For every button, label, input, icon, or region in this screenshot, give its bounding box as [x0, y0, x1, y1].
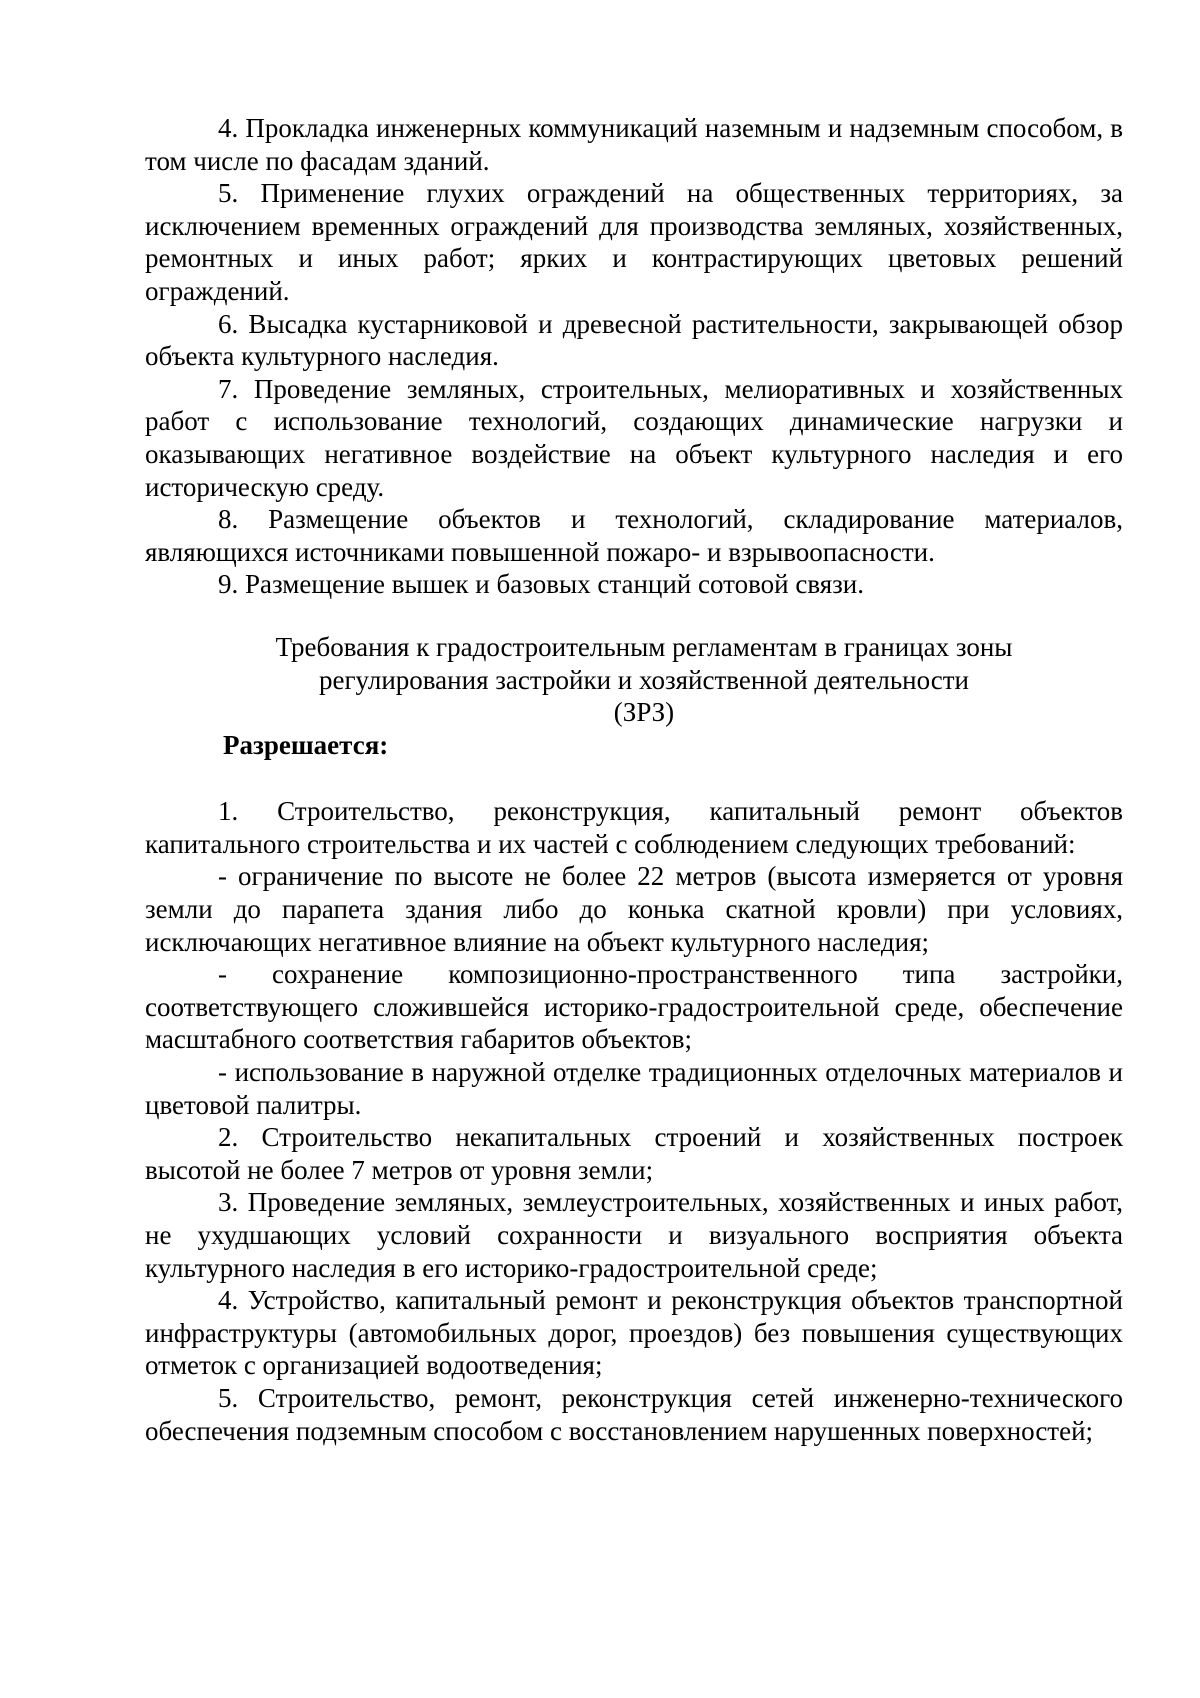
requirement-materials: - использование в наружной отделке традиционных отделочных материалов и цветовой палитры. — [145, 1057, 1123, 1120]
label-spacer — [145, 761, 1123, 795]
allowed-label: Разрешается: — [223, 729, 389, 760]
requirement-composition: - сохранение композиционно-пространственного типа застройки, соответствующего сложившейся историко-градостроительной среде, обеспечение масштабного соответствия габаритов объектов; — [145, 959, 1123, 1055]
prohibited-item-7: 7. Проведение земляных, строительных, мелиоративных и хозяйственных работ с использование технологий, создающих динамические нагрузки и оказывающих негативное воздействие на объект культурного наследия и его историческую среду. — [145, 373, 1123, 502]
heading-line-2: регулирования застройки и хозяйственной деятельности — [319, 664, 969, 695]
allowed-item-3: 3. Проведение земляных, землеустроительных, хозяйственных и иных работ, не ухудшающих условий сохранности и визуального восприятия объекта культурного наследия в его историко-градостроительной среде; — [145, 1187, 1123, 1283]
prohibited-item-8: 8. Размещение объектов и технологий, складирование материалов, являющихся источниками повышенной пожаро- и взрывоопасности. — [145, 504, 1123, 567]
allowed-item-5: 5. Строительство, ремонт, реконструкция сетей инженерно-технического обеспечения подземным способом с восстановлением нарушенных поверхностей; — [145, 1382, 1123, 1446]
allowed-item-1: 1. Строительство, реконструкция, капитальный ремонт объектов капитального строительства и их частей с соблюдением следующих требований: — [145, 796, 1123, 859]
prohibited-item-9: 9. Размещение вышек и базовых станций сотовой связи. — [218, 569, 864, 600]
heading-line-3: (ЗРЗ) — [613, 697, 675, 728]
requirement-height: - ограничение по высоте не более 22 метров (высота измеряется от уровня земли до парапета здания либо до конька скатной кровли) при условиях, исключающих негативное влияние на объект культурного наследия; — [145, 861, 1123, 957]
prohibited-item-4: 4. Прокладка инженерных коммуникаций наземным и надземным способом, в том числе по фасадам зданий. — [145, 113, 1123, 176]
allowed-item-4: 4. Устройство, капитальный ремонт и реконструкция объектов транспортной инфраструктуры (автомобильных дорог, проездов) без повышения существующих отметок с организацией водоотведения; — [145, 1285, 1123, 1381]
allowed-item-2: 2. Строительство некапитальных строений и хозяйственных построек высотой не более 7 метров от уровня земли; — [145, 1122, 1123, 1185]
prohibited-item-6: 6. Высадка кустарниковой и древесной растительности, закрывающей обзор объекта культурного наследия. — [145, 308, 1123, 372]
prohibited-item-5: 5. Применение глухих ограждений на общественных территориях, за исключением временных ограждений для производства земляных, хозяйственных, ремонтных и иных работ; ярких и контрастирующих цветовых решений ограждений. — [145, 178, 1123, 306]
heading-line-1: Требования к градостроительным регламентам в границах зоны — [275, 631, 1013, 662]
section-spacer — [145, 601, 1123, 631]
section-heading — [145, 631, 1123, 729]
document-page — [145, 112, 1123, 1447]
